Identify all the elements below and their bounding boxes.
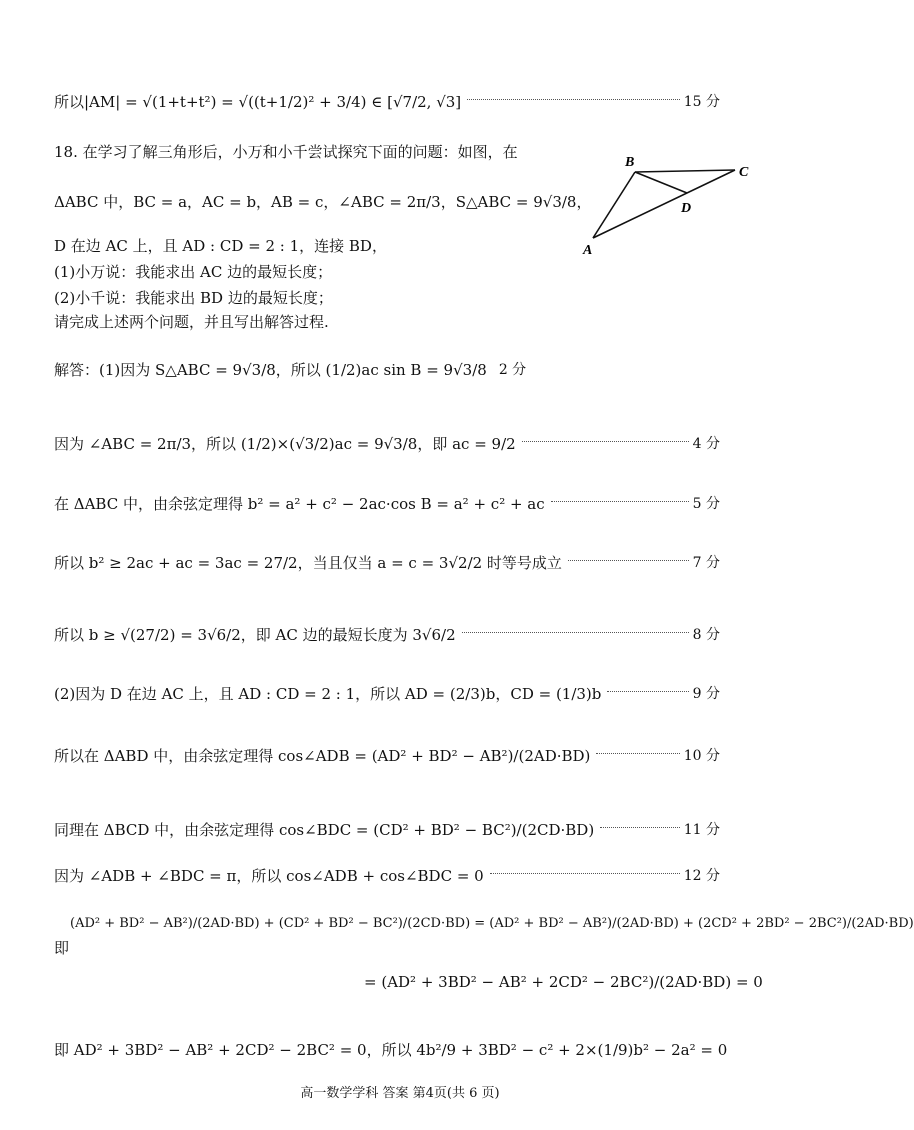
segment-bc bbox=[635, 170, 735, 172]
solution-final-line: 即 AD² + 3BD² − AB² + 2CD² − 2BC² = 0，所以 4b²/9 + 3BD² − c² + 2×(1/9)b² − 2a² = 0 bbox=[54, 1041, 728, 1059]
problem-text: 请完成上述两个问题，并且写出解答过程. bbox=[54, 313, 329, 331]
equation-text: 所以在 ΔABD 中，由余弦定理得 cos∠ADB = (AD² + BD² − AB²)/(2AD·BD) bbox=[54, 747, 591, 765]
equation-text: 因为 ∠ABC = 2π/3，所以 (1/2)×(√3/2)ac = 9√3/8，即 ac = 9/2 bbox=[54, 435, 516, 453]
solution-line-8 bbox=[54, 625, 720, 645]
equation-prefix: 即 bbox=[54, 939, 70, 957]
solution-line-5 bbox=[54, 494, 720, 514]
solution-line-11 bbox=[54, 820, 720, 840]
solution-line-4 bbox=[54, 434, 720, 454]
triangle-figure bbox=[575, 150, 765, 260]
label-d: D bbox=[681, 201, 692, 216]
dot-leader bbox=[568, 559, 689, 561]
solution-line-2 bbox=[54, 360, 720, 380]
segment-bd bbox=[635, 172, 687, 193]
equation-text: 在 ΔABC 中，由余弦定理得 b² = a² + c² − 2ac·cos B = a² + c² + ac bbox=[54, 495, 545, 513]
problem-text: D 在边 AC 上，且 AD : CD = 2 : 1，连接 BD， bbox=[54, 237, 387, 255]
problem-text: (2)小千说：我能求出 BD 边的最短长度； bbox=[54, 289, 333, 307]
page-footer: 高一数学学科 答案 第4页(共 6 页) bbox=[300, 1086, 500, 1101]
solution-line-12 bbox=[54, 866, 720, 886]
dot-leader bbox=[600, 826, 680, 828]
solution-line-9 bbox=[54, 684, 720, 704]
solution-line-10 bbox=[54, 746, 720, 766]
equation-text: 同理在 ΔBCD 中，由余弦定理得 cos∠BDC = (CD² + BD² − BC²)/(2CD·BD) bbox=[54, 821, 595, 839]
equation-block-line-2: = (AD² + 3BD² − AB² + 2CD² − 2BC²)/(2AD·BD) = 0 bbox=[364, 973, 763, 991]
problem-text: ΔABC 中，BC = a，AC = b，AB = c，∠ABC = 2π/3，S△ABC = 9√3/8， bbox=[54, 193, 592, 211]
dot-leader bbox=[490, 872, 680, 874]
dot-leader bbox=[551, 500, 689, 502]
label-c: C bbox=[739, 165, 749, 180]
dot-leader bbox=[522, 440, 689, 442]
equation-text: 所以|AM| = √(1+t+t²) = √((t+1/2)² + 3/4) ∈ [√7/2, √3] bbox=[54, 93, 462, 111]
dot-leader bbox=[467, 98, 680, 100]
equation-text: 所以 b² ≥ 2ac + ac = 3ac = 27/2，当且仅当 a = c = 3√2/2 时等号成立 bbox=[54, 554, 562, 572]
score-label: 12 分 bbox=[683, 868, 720, 884]
score-label: 7 分 bbox=[692, 555, 720, 571]
equation-text: 因为 ∠ADB + ∠BDC = π，所以 cos∠ADB + cos∠BDC = 0 bbox=[54, 867, 484, 885]
equation-block-line-1: (AD² + BD² − AB²)/(2AD·BD) + (CD² + BD² − BC²)/(2CD·BD) = (AD² + BD² − AB²)/(2AD·BD) + (2CD² + 2BD² − 2BC²)/(2AD·BD) bbox=[70, 916, 914, 931]
label-a: A bbox=[583, 243, 593, 258]
dot-leader bbox=[462, 631, 689, 633]
solution-line-7 bbox=[54, 553, 720, 573]
equation-text: (2)因为 D 在边 AC 上，且 AD : CD = 2 : 1，所以 AD = (2/3)b，CD = (1/3)b bbox=[54, 685, 602, 703]
score-label: 9 分 bbox=[692, 686, 720, 702]
dot-leader bbox=[607, 690, 688, 692]
solution-line-15 bbox=[54, 92, 720, 112]
dot-leader bbox=[596, 752, 679, 754]
equation-text: 解答：(1)因为 S△ABC = 9√3/8，所以 (1/2)ac sin B = 9√3/8 bbox=[54, 361, 487, 379]
equation-text: 所以 b ≥ √(27/2) = 3√6/2，即 AC 边的最短长度为 3√6/2 bbox=[54, 626, 456, 644]
problem-text: (1)小万说：我能求出 AC 边的最短长度； bbox=[54, 263, 333, 281]
score-label: 8 分 bbox=[692, 627, 720, 643]
problem-text: 18. 在学习了解三角形后，小万和小千尝试探究下面的问题：如图，在 bbox=[54, 143, 518, 161]
score-label: 15 分 bbox=[683, 94, 720, 110]
score-label: 4 分 bbox=[692, 436, 720, 452]
label-b: B bbox=[625, 155, 635, 170]
score-label: 5 分 bbox=[692, 496, 720, 512]
score-label: 11 分 bbox=[683, 822, 720, 838]
score-label: 10 分 bbox=[683, 748, 720, 764]
score-label: 2 分 bbox=[498, 362, 527, 378]
